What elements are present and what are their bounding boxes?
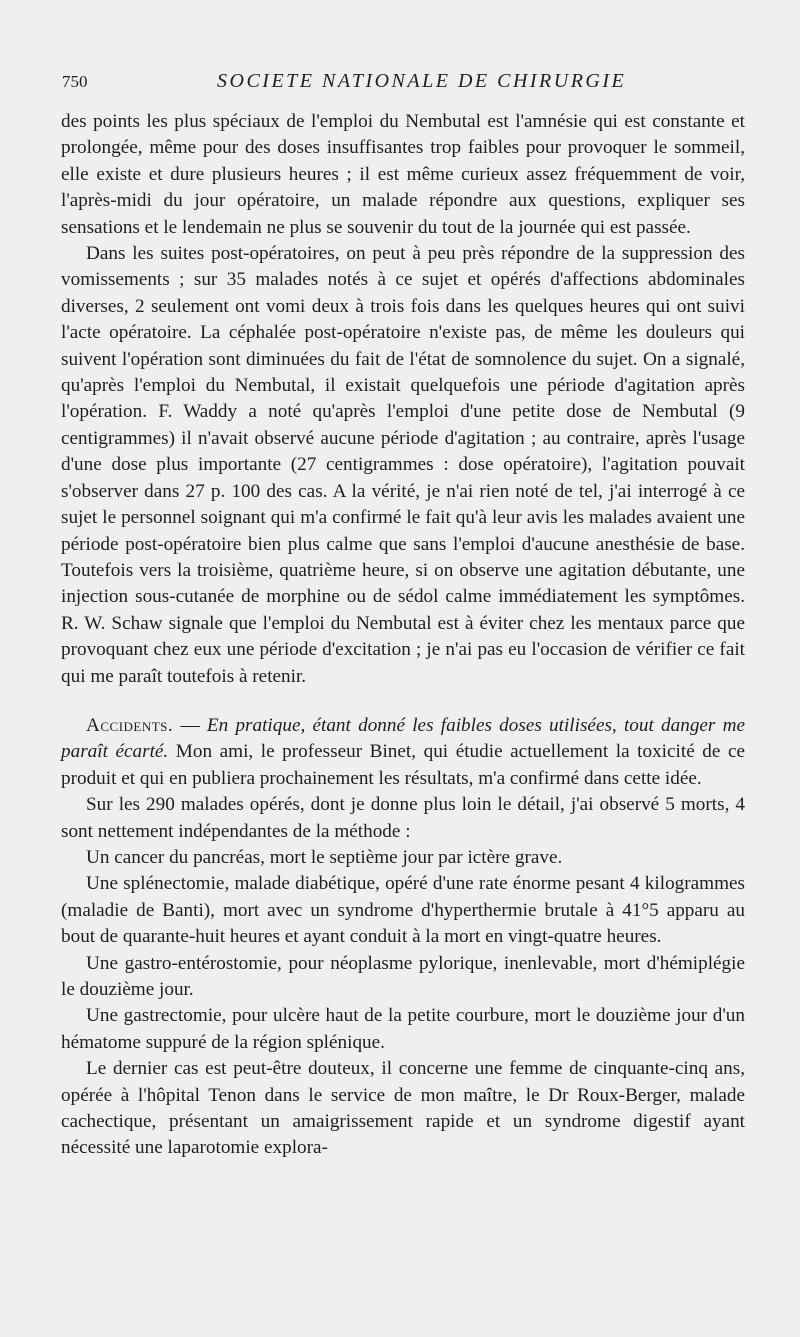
italic-statement: En pratique, étant donné les faibles doses utilisées, tout danger me paraît écarté. [61, 714, 746, 763]
section-label: Accidents. [86, 714, 174, 736]
page-number: 750 [62, 72, 88, 91]
paragraph: Sur les 290 malades opérés, dont je donne plus loin le détail, j'ai observé 5 morts, 4 sont nettement indépendantes de la méthode : [61, 794, 745, 842]
paragraph: Le dernier cas est peut-être douteux, il concerne une femme de cinquante-cinq ans, opérée à l'hôpital Tenon dans le service de mon maître, le Dr Roux-Berger, malade cachectique, présentant un amaigrissement rapide et un syndrome digestif ayant nécessité une laparotomie explora- [61, 1058, 745, 1159]
paragraph: Dans les suites post-opératoires, on peut à peu près répondre de la suppression des vomissements ; sur 35 malades notés à ce sujet et opérés d'affections abdominales diverses, 2 seulement ont vomi deux à trois fois dans les quelques heures qui ont suivi l'acte opératoire. La céphalée post-opératoire n'existe pas, de même les douleurs qui suivent l'opération sont diminuées du fait de l'état de somnolence du sujet. On a signalé, qu'après l'emploi du Nembutal, il existait quelquefois une période d'agitation après l'opération. F. Waddy a noté qu'après l'emploi d'une petite dose de Nembutal (9 centigrammes) il n'avait observé aucune période d'agitation ; au contraire, après l'usage d'une dose plus importante (27 centigrammes : dose opératoire), l'agitation pouvait s'observer dans 27 p. 100 des cas. A la vérité, je n'ai rien noté de tel, j'ai interrogé à ce sujet le personnel soignant qui m'a confirmé le fait qu'à leur avis les malades avaient une période post-opératoire bien plus calme que sans l'emploi d'aucune anesthésie de base. Toutefois vers la troisième, quatrième heure, si on observe une agitation débutante, une injection sous-cutanée de morphine ou de sédol calme immédiatement les symptômes. R. W. Schaw signale que l'emploi du Nembutal est à éviter chez les mentaux parce que provoquant chez eux une période d'excitation ; je n'ai pas eu l'occasion de vérifier ce fait qui me paraît toutefois à retenir. [61, 243, 745, 687]
paragraph: des points les plus spéciaux de l'emploi du Nembutal est l'amnésie qui est constante et prolongée, même pour des doses insuffisantes trop faibles pour provoquer le sommeil, elle existe et dure plusieurs heures ; il est même curieux assez fréquemment de voir, l'après-midi du jour opératoire, un malade répondre aux questions, expliquer ses sensations et le lendemain ne plus se souvenir du tout de la journée qui est passée. [61, 111, 745, 238]
paragraph: Un cancer du pancréas, mort le septième jour par ictère grave. [86, 846, 563, 868]
running-title: SOCIETE NATIONALE DE CHIRURGIE [217, 70, 627, 92]
paragraph: Une gastrectomie, pour ulcère haut de la petite courbure, mort le douzième jour d'un hématome suppuré de la région splénique. [61, 1005, 745, 1053]
body-text [61, 109, 745, 1162]
paragraph: Une gastro-entérostomie, pour néoplasme pylorique, inenlevable, mort d'hémiplégie le douzième jour. [61, 952, 745, 1000]
paragraph: Une splénectomie, malade diabétique, opéré d'une rate énorme pesant 4 kilogrammes (maladie de Banti), mort avec un syndrome d'hyperthermie brutale à 41°5 apparu au bout de quarante-huit heures et ayant conduit à la mort en vingt-quatre heures. [61, 873, 745, 948]
accidents-paragraph [61, 713, 745, 792]
page-header [62, 72, 742, 98]
dash: — [173, 714, 207, 736]
paragraph-rest: Mon ami, le professeur Binet, qui étudie actuellement la toxicité de ce produit et qui en publiera prochainement les résultats, m'a confirmé dans cette idée. [61, 741, 745, 789]
